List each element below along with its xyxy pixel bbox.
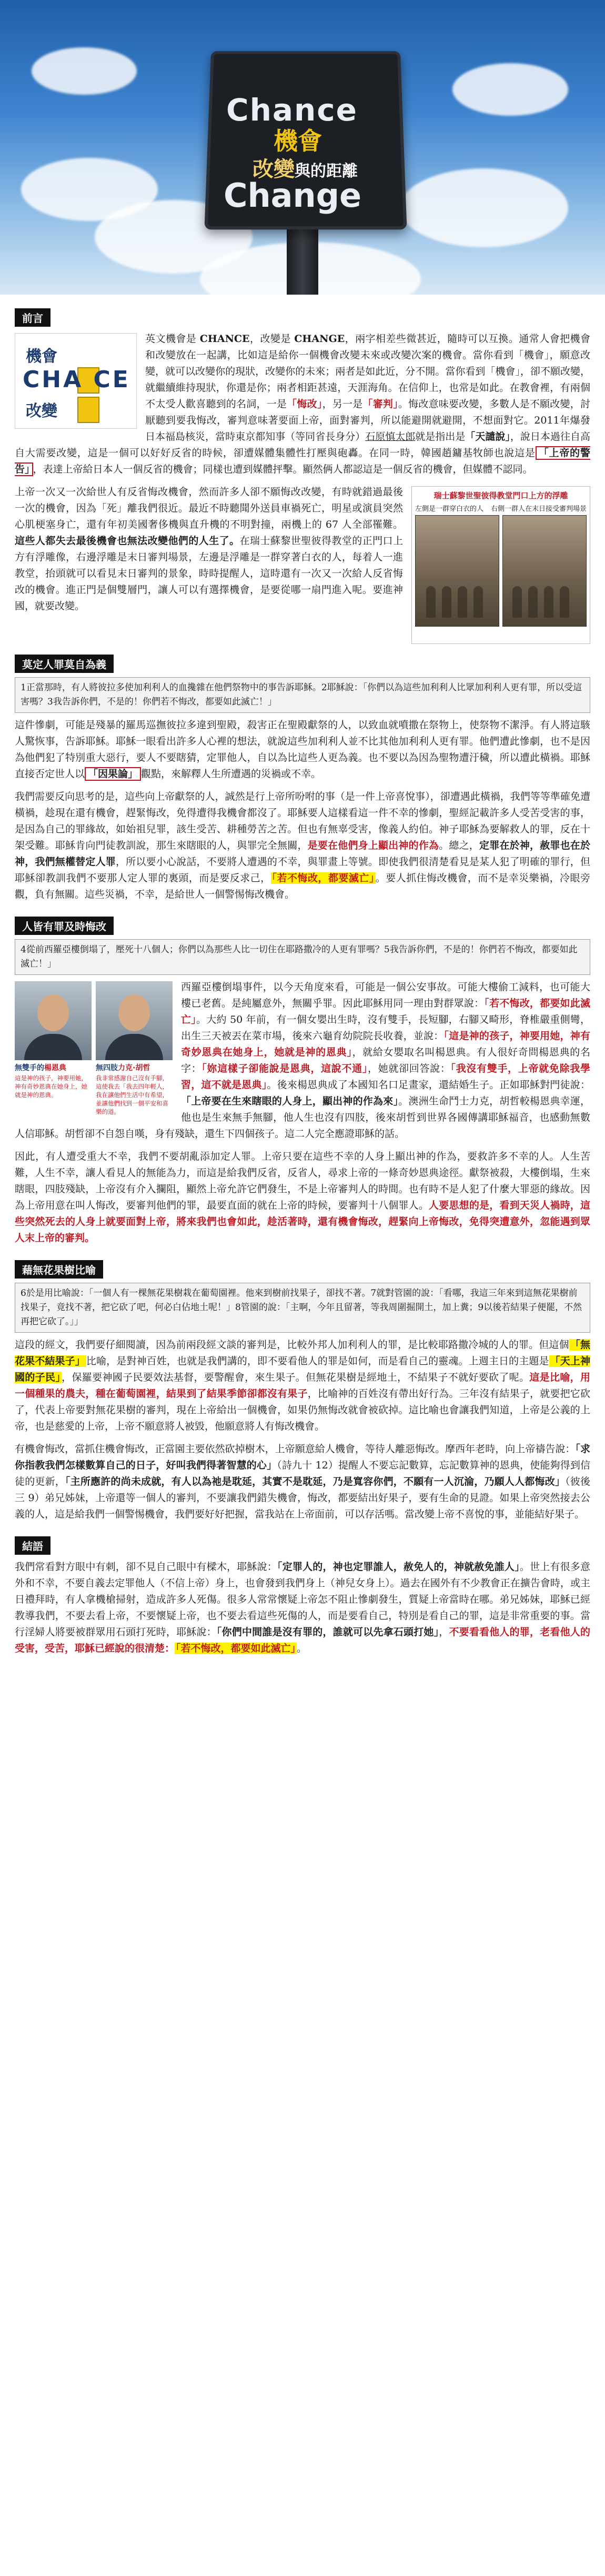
keyword-causality: 「因果論」	[85, 767, 141, 781]
person-name	[15, 1062, 92, 1073]
text: 。	[297, 1643, 307, 1654]
cathedral-right-label: 右側一群人在末日接受審判場景	[490, 505, 587, 513]
sign-text-distance-small: 與的距離	[295, 162, 358, 180]
name-ishihara: 石原慎太郎	[365, 431, 416, 442]
word-change: CHANGE	[294, 333, 345, 345]
quote-answer: 「我沒有雙手，上帝就免除我學習，這不就是恩典」	[181, 1063, 590, 1091]
text: 這件慘劇，可能是殘暴的羅馬巡撫彼拉多違到聖殿，殺害正在聖殿獻祭的人，以致血就噴撒在祭物上，使祭物不潔淨。有人將這駭人驚恢事，告訴耶穌。耶穌一眼看出許多人心裡的想法，就說這些加利利人並不比其他加利利人更有罪。他們遭此慘劇，也不是因為他們犯了特別重大惡行，要人不要瞎猜，定罪他人，自以為比這些人更為義。也不要以為因為聖物遭汙穢，所以遭此橫禍。耶穌直接否定世人以	[15, 719, 590, 780]
quote-child-of-god: 「這是神的孩子，神要用她，神有奇妙恩典在她身上，她就是神的恩典」	[181, 1030, 590, 1058]
section-title-4: 結語	[15, 1536, 51, 1555]
quote-question: 「妳這樣子卻能說是恩典，這說不通」	[201, 1063, 368, 1074]
cathedral-reliefs	[415, 515, 587, 627]
persons-image	[15, 981, 173, 1116]
highlight-no-right-to-judge: 定罪在於神，赦罪也在於神，我們無權替定人罪	[15, 840, 590, 868]
sign-text-opportunity: 機會	[274, 127, 322, 155]
name-prefix: 無四肢	[96, 1064, 118, 1072]
text: ，就給女嬰取名叫楊恩典。有人很好奇問楊恩典的名字：	[181, 1046, 590, 1074]
text: 。世上有很多意外和不幸，不要自義去定罪他人（不信上帝）身上，也會發到我們身上（神兒女身上）。過去在國外有不少教會正在擴告會時，或主日禮拜時，有人拿機槍掃射，造成許多人死傷。很多人常常懷疑上帝怎不阻止慘劇發生，質疑上帝當時在哪。弟兄姊妹，耶穌已經教導我們，不要去看上帝，不要懷疑上帝，也不要去看這些死傷的人，而是要看自己，特別是看自己的罪，這是非常重要的事。當行淫婦人將要被群眾用石頭打死時，耶穌說：	[15, 1561, 590, 1638]
text: ，保羅要神國子民要效法基督，要警醒會，來生果子。但無花果樹是經地土，不結果子不就好要砍了呢。	[62, 1372, 530, 1383]
text: 比喻，是對神百姓，也就是我們講的，即不要看他人的罪是如何，而是看自己的靈魂。上週主日的主題是	[86, 1355, 549, 1367]
persons-row	[15, 981, 173, 1116]
highlight-unless-repent: 「若不悔改，都要如此滅亡」	[181, 998, 590, 1025]
keyword-gods-warning: 「上帝的警告」	[15, 447, 590, 475]
cathedral-relief-image	[411, 486, 590, 644]
scripture-luke-13-6-9: 6於是用比喻說：「一個人有一棵無花果樹栽在葡萄園裡。他來到樹前找果子，卻找不著。7就對管園的說：「看哪，我這三年來到這無花果樹前找果子，竟找不著，把它砍了吧，何必白佔地土呢！」8管園的說：「主啊，今年且留著，等我周圍掘開土，加上糞；9以後若結果子便罷，不然再把它砍了。」」	[15, 1283, 590, 1333]
text: 。後來楊恩典成了本國知名口足畫家，還結婚生子。正如耶穌對門徒說：	[267, 1079, 590, 1091]
chance-image-label-bottom: 改變	[26, 402, 57, 420]
section-title-2: 人皆有罪及時悔改	[15, 917, 114, 935]
relief-figure	[473, 586, 483, 618]
text: ，兩字相差些微甚近，隨時可以互換。通常人會把機會和改變放在一起講，比如這是給你一個機會改變未來或改變次案的機會。當你看到「機會」，願意改變，就可以改變你的現狀，改變你的未來；兩者是如此近，分不開。當你看到「機會」，卻不願改變，就繼續維持現狀，你還是你；兩者相距甚遠，天涯海角。在信仰上，也常是如此。在教會裡，有兩個不太受人歡喜聽到的名詞，一是	[145, 333, 590, 410]
highlight-unless-repent: 「若不悔改，都要滅亡」	[271, 872, 375, 884]
chance-image-label-top: 機會	[26, 347, 57, 366]
relief-right	[502, 515, 587, 627]
photo-body	[105, 1034, 163, 1060]
highlight-unless-repent: 「若不悔改，都要如此滅亡」	[176, 1643, 296, 1654]
name-prefix: 無雙手的	[15, 1064, 44, 1072]
scripture-luke-13-1-3: 1正當那時，有人將彼拉多使加利利人的血攙雜在他們祭物中的事告訴耶穌。2耶穌說：「你們以為這些加利利人比眾加利利人更有罪，所以受這害嗎？3我告訴你們，不是的！你們若不悔改，都要如此滅亡！」	[15, 677, 590, 713]
relief-figure	[544, 586, 553, 618]
cloud	[400, 168, 568, 247]
text: ，表達上帝給日本人一個反省的機會；同樣也遭到媒體抨擊。顯然俩人都認這是一個反省的機會，但媒體不認同。	[33, 464, 533, 475]
quote-2-peter-3-9: 「主所應許的尚未成就，有人以為祂是耽延，其實不是耽延，乃是寬容你們，不願有一人沉淪，乃願人人都悔改」	[65, 1476, 566, 1487]
intro-block	[15, 331, 590, 647]
quote-psalm-90: 「求你指教我們怎樣數算自己的日子，好叫我們得著智慧的心」	[15, 1443, 590, 1471]
highlight-reflect: 人要思想的是，看到天災人禍時，這些突然死去的人身上就要面對上帝，將來我們也會如此，趁活著時，還有機會悔改，趕緊向上帝悔改，免得突遭意外，忽能遇到眾人末上帝的審判。	[15, 1200, 590, 1244]
word-chance: CHANCE	[199, 333, 250, 345]
text: 觀點，來解釋人生所遭遇的災禍或不幸。	[141, 768, 321, 780]
person-name	[96, 1062, 173, 1073]
text: 。總之，	[439, 840, 480, 851]
keyword-divine-punishment: 「天譴說」	[465, 431, 510, 442]
article-content	[0, 295, 605, 1657]
name: 楊恩典	[44, 1064, 66, 1072]
relief-figure	[458, 586, 467, 618]
section-title-intro: 前言	[15, 308, 51, 327]
person-yang-en-dian	[15, 981, 92, 1116]
text: 這段的經文，我們要仔細閱讀，因為前兩段經文談的審判是，比較外邦人加利利人的罪，是比較耶路撒冷城的人的罪。但這個	[15, 1339, 569, 1351]
text: ，改變是	[249, 333, 295, 345]
cathedral-caption: 瑞士蘇黎世聖彼得教堂門口上方的浮雕	[433, 491, 568, 500]
highlight-lost-chance: 這些人都失去最後機會也無法改變他們的人生了。	[15, 535, 240, 547]
person-photo	[15, 981, 92, 1060]
cloud	[452, 63, 568, 116]
scripture-luke-13-4-5: 4從前西羅亞樓倒塌了，壓死十八個人；你們以為那些人比一切住在耶路撒冷的人更有罪嗎？5我告訴你們，不是的！你們若不悔改，都要如此滅亡！」	[15, 939, 590, 975]
text: ，所以要小心說話，不要將人遭遇的不幸，與罪畫上等號。即使我們很清楚看見是某人犯了明確的罪行，但耶穌卻教訓我們不要那人定人罪的裏頭，而是要反求己，	[15, 856, 590, 884]
relief-figure	[528, 586, 538, 618]
name: 力克·胡哲	[118, 1064, 150, 1072]
quote-judge-not: 「定罪人的，神也定罪誰人，赦免人的，神就赦免誰人」	[277, 1561, 520, 1573]
section-title-1: 莫定人罪莫自為義	[15, 655, 114, 673]
s4-paragraph-1	[15, 1559, 590, 1657]
text: 。澳洲生命鬥士力克，胡哲較楊恩典幸運，他也是生來無手無腳，他人生也沒有四肢，後來胡哲到世界各國傳講耶穌福音，也感動無數人信耶穌。胡哲卻不自怨自嘆，身有殘缺，還生下四個孩子。這二人完全應證耶穌的話。	[15, 1095, 590, 1140]
quote-works-of-god: 「上帝要在生來瞎眼的人身上，顯出神的作為來」	[181, 1095, 399, 1107]
keyword-repent: 「悔改」	[287, 398, 322, 410]
letter-tile	[77, 397, 99, 423]
person-quote: 這是神的孩子，神要用她，神有奇妙恩典在她身上，她就是神的恩典。	[15, 1074, 87, 1099]
cathedral-labels	[415, 503, 587, 513]
highlight-parable: 這是比喻，用一個種果的農夫，種在葡萄園裡，結果到了結果季節卻都沒有果子	[15, 1372, 590, 1400]
s3-paragraph-2	[15, 1441, 590, 1523]
highlight-look-at-self: 不要看看他人的罪，老看他人的受害，受苦，耶穌已經說的很清楚：	[15, 1626, 590, 1654]
person-photo	[96, 981, 173, 1060]
relief-figure	[426, 586, 436, 618]
relief-figure	[560, 586, 569, 618]
text: ，她就卻回答說：	[368, 1063, 451, 1074]
chance-change-image	[15, 333, 137, 429]
text: 在瑞士蘇黎世聖彼得教堂的正門口上方有浮雕像，右邊浮雕是末日審判場景，左邊是浮雕是一群穿著白衣的人，每着人一進教堂，抬頭就可以看見末日審判的景象，時時提醒人，這時還有一次又一次給人反省悔改的機會。進正門是個雙層門，讓人可以有選擇機會，是要從哪一扇門進入呢。要進神國，就要改變。	[15, 535, 403, 612]
text: 。大約 50 年前，有一個女嬰出生時，沒有雙手，長短腳，右腳又畸形，脊椎嚴重側彎，出生三天被丟在菜市場，後來六龜育幼院院長收養，並說：	[181, 1014, 590, 1042]
chance-image-word: CHA CE	[23, 366, 130, 393]
text: ，另一是	[322, 398, 363, 410]
section-title-3: 藉無花果樹比喻	[15, 1260, 103, 1279]
relief-figure	[512, 586, 522, 618]
photo-head	[37, 994, 69, 1031]
text: 西羅亞樓倒塌事件，以今天角度來看，可能是一個公安事故。可能大樓偷工減料，也可能大樓已老舊。是純屬意外，無關乎罪。因此耶穌用同一理由對群眾說：	[181, 981, 590, 1009]
relief-left	[415, 515, 499, 627]
text: ，說日本過往自高自大需要改變，這是一個可以好好反省的時候，卻遭媒體集體性打壓與砲轟。在同一時，韓國趙鏞基牧師也說這是	[15, 431, 590, 459]
sign-text-chance: Chance	[226, 92, 358, 128]
cloud	[32, 47, 137, 95]
text: 上帝一次又一次給世人有反省悔改機會，然而許多人卻不願悔改改變，有時就錯過最後一次的機會，因為「死」離我們很近。最近不時聽聞外送員車禍死亡，明星或演員突然心肌梗塞身亡，還有年初美國奢侈機與直升機的不明對撞，兩機上的 67 人全部罹難。	[15, 486, 403, 530]
hero-image	[0, 0, 605, 295]
sign-text-change-cn: 改變	[253, 157, 295, 182]
quote-without-sin: 「你們中間誰是沒有罪的，誰就可以先拿石頭打她」	[216, 1626, 439, 1638]
photo-body	[24, 1034, 82, 1060]
s1-paragraph-2	[15, 789, 590, 903]
text: 我們需要反向思考的是，這些向上帝獻祭的人，誠然是行上帝所吩咐的事（是一件上帝喜悅事），卻遭遇此橫禍，我們等等準確免遭橫禍，趁現在還有機會，趕緊悔改，免得遭得我機會都沒了。耶穌要人這樣看這一件不幸的慘劇，聖經記載許多人受苦受害的事，是因為自己的罪緣故，如始祖兒罪，該生受苦、耕種勞苦之苦。但也有無辜受害，像義人約伯。神子耶穌為要解救人的罪，反在十架受難。耶穌肯向門徒教訓說，那生來瞎眼的人，與罪完全無關，	[15, 791, 590, 851]
highlight-kingdom-people: 「天上神國的子民」	[15, 1355, 590, 1383]
s2-paragraph-2	[15, 1149, 590, 1246]
sign-text-change: Change	[224, 176, 362, 215]
text: 我們常看對方眼中有刺，卻不見自己眼中有樑木，耶穌說：	[15, 1561, 277, 1573]
text: ，比喻神的百姓沒有帶出好行為。三年沒有結果子，就要把它砍了，代表上帝要對無花果樹的審判，現在上帝給出一個機會，如果仍無悔改就會被砍掉。這比喻也會讓我們知道，上帝是公義的上帝，也是慈愛的上帝，上帝不願意將人被毀，他願意將人有悔改機會。	[15, 1388, 590, 1432]
highlight-fig-tree: 「無花果不結果子」	[15, 1339, 590, 1367]
text: 有機會悔改，當抓住機會悔改，正當園主要依然砍掉樹木，上帝願意給人機會，等待人離惡悔改。摩西年老時，向上帝禱告說：	[15, 1443, 576, 1455]
highlight-works-of-god: 是要在他們身上顯出神的作為	[307, 840, 439, 851]
photo-head	[118, 994, 150, 1031]
text: ，	[439, 1626, 449, 1638]
text: （彼後三 9）弟兄姊妹，上帝還等一個人的審判，不要讓我們錯失機會，悔改，都要結出好果子，要有生命的見證。如果上帝突然接去公義的人，這是給我們一個警惕機會，我們要好好把握，當我站在上帝面前，可以存活嗎。當改變上帝不喜悅的事，並能結好果子。	[15, 1476, 590, 1520]
text: 就是指出是	[415, 431, 466, 442]
text: 。要人抓住悔改機會，而不是幸災樂禍，冷眼旁觀，負有無關。這些災禍，不幸，是給世人一個警惕悔改機會。	[15, 872, 590, 900]
text: 。悔改意味要改變，多數人是不願改變，討厭聽到要我悔改，審判意味著要面上帝，面對審判，所以能避開就避開，不想面對它。2011年爆發日本福島核災，當時東京都知事（等同省長身分）	[145, 398, 590, 442]
keyword-judgment: 「審判」	[362, 398, 398, 410]
text: 英文機會是	[145, 333, 200, 345]
person-quote: 我非常感謝自己沒有手腳，這使我去「我去四年輕人，我在讓他們生活中有希望，並讓他們找到一個平安和喜樂的道。	[96, 1074, 168, 1115]
relief-figure	[442, 586, 451, 618]
text: 因此，有人遭受重大不幸，我們不要胡亂添加定人罪。上帝只要在這些不幸的人身上顯出神的作為，要救許多不幸的人。人生苦難，人生不幸，讓人看見人的無能為力，而這是給我們反省，反省人，尋求上帝的一條奇妙恩典途徑。獻祭被殺，大樓倒塌，生來瞎眼，四肢殘缺，上帝沒有介入攔阻，顯然上帝允許它們發生，不是上帝審判人的時間。也有時不是人犯了什麼大罪惡的緣故。因為上帝用意在叫人悔改，要審判他們的罪，最要直面的就在上帝的時候，要審判十八個罪人。	[15, 1151, 590, 1211]
cathedral-left-label: 左側是一群穿白衣的人	[415, 505, 484, 513]
person-nick-vujicic	[96, 981, 173, 1116]
text: （詩九十 12）提醒人不要忘記數算，忘記數算神的恩典，使能夠得到信徒的更新，	[15, 1460, 590, 1487]
s1-paragraph-1	[15, 717, 590, 782]
s3-paragraph-1	[15, 1337, 590, 1435]
